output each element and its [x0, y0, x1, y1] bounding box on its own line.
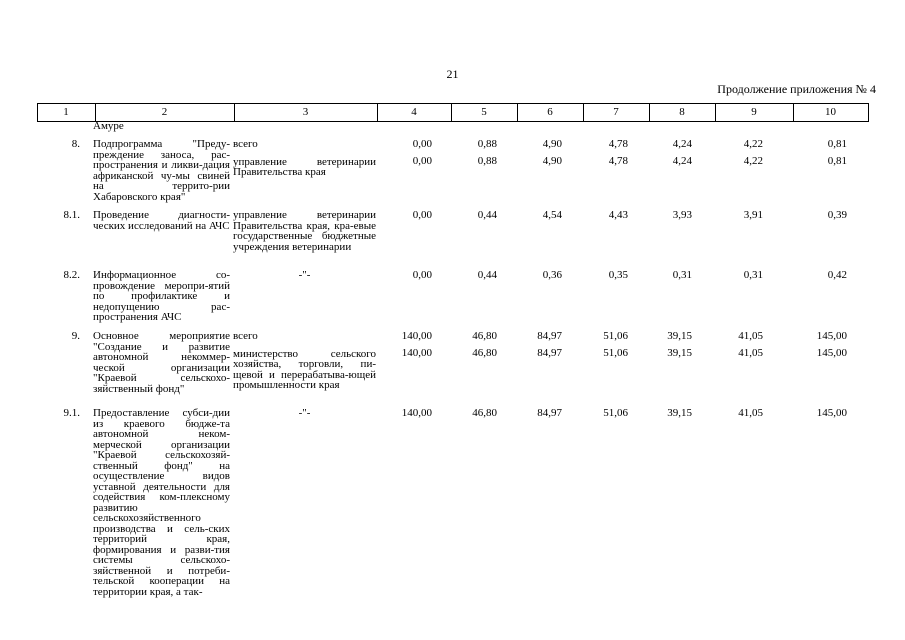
- value-col-9: 3,91: [743, 209, 763, 221]
- header-col-1: 1: [63, 106, 69, 118]
- column-divider: [37, 103, 38, 122]
- value-col-5: 0,88: [477, 155, 497, 167]
- header-col-9: 9: [751, 106, 757, 118]
- value-col-8: 39,15: [667, 347, 692, 359]
- value-col-9: 0,31: [743, 269, 763, 281]
- header-col-6: 6: [547, 106, 553, 118]
- appendix-continuation-label: Продолжение приложения № 4: [717, 82, 876, 96]
- value-col-7: 0,35: [608, 269, 628, 281]
- header-col-2: 2: [161, 106, 168, 118]
- value-col-6: 4,90: [542, 138, 562, 150]
- value-col-6: 4,54: [542, 209, 562, 221]
- value-col-7: 51,06: [603, 330, 628, 342]
- value-col-4: 140,00: [401, 330, 432, 342]
- value-col-4: 0,00: [412, 138, 432, 150]
- value-col-10: 145,00: [816, 407, 847, 419]
- executor-label: управление ветеринарии Правительства края, кра-евые государственные бюджетные учреждения ветеринарии: [233, 209, 376, 253]
- table-header-row: [37, 103, 868, 122]
- value-col-9: 4,22: [743, 155, 763, 167]
- executor-ditto: -"-: [298, 269, 311, 281]
- header-col-8: 8: [679, 106, 685, 118]
- carryover-text: Амуре: [93, 120, 124, 132]
- row-executor: [233, 139, 376, 178]
- value-col-8: 4,24: [672, 138, 692, 150]
- header-col-5: 5: [481, 106, 487, 118]
- value-col-4: 140,00: [401, 407, 432, 419]
- column-divider: [234, 103, 235, 122]
- executor-ditto: -"-: [298, 407, 311, 419]
- value-col-6: 0,36: [542, 269, 562, 281]
- value-col-5: 0,44: [477, 269, 497, 281]
- value-col-5: 0,88: [477, 138, 497, 150]
- value-col-9: 41,05: [738, 330, 763, 342]
- value-col-6: 84,97: [537, 347, 562, 359]
- executor-label: министерство сельского хозяйства, торговли, пи-щевой и перерабатыва-ющей промышленности края: [233, 347, 376, 391]
- value-col-7: 4,78: [608, 138, 628, 150]
- value-col-10: 0,81: [827, 155, 847, 167]
- value-col-8: 3,93: [672, 209, 692, 221]
- value-col-7: 4,78: [608, 155, 628, 167]
- column-divider: [517, 103, 518, 122]
- column-divider: [583, 103, 584, 122]
- value-col-9: 4,22: [743, 138, 763, 150]
- value-col-10: 145,00: [816, 330, 847, 342]
- executor-total-label: всего: [233, 330, 258, 342]
- value-col-10: 0,39: [827, 209, 847, 221]
- value-col-6: 4,90: [542, 155, 562, 167]
- value-col-4: 140,00: [401, 347, 432, 359]
- value-col-7: 4,43: [608, 209, 628, 221]
- value-col-4: 0,00: [412, 209, 432, 221]
- row-number: 8.1.: [63, 209, 80, 221]
- column-divider: [377, 103, 378, 122]
- value-col-6: 84,97: [537, 407, 562, 419]
- value-col-8: 39,15: [667, 407, 692, 419]
- header-col-10: 10: [825, 106, 836, 118]
- row-name: Предоставление субси-дии из краевого бюдже-та автономной неком-мерческой организации "Краевой сельскохозяй-ственный фонд" на осуществление видов уставной деятельности для содействия ком-плексному развитию сельскохозяйственного производства и сель-ских территорий края, формирования и разви-тия системы сельскохо-зяйственной и потреби-тельской кооперации на территории края, а так-: [93, 407, 230, 598]
- header-col-4: 4: [411, 106, 417, 118]
- header-col-3: 3: [302, 106, 309, 118]
- value-col-4: 0,00: [412, 269, 432, 281]
- value-col-8: 39,15: [667, 330, 692, 342]
- executor-total-label: всего: [233, 138, 258, 150]
- value-col-5: 46,80: [472, 330, 497, 342]
- value-col-6: 84,97: [537, 330, 562, 342]
- value-col-10: 0,42: [827, 269, 847, 281]
- value-col-7: 51,06: [603, 347, 628, 359]
- value-col-7: 51,06: [603, 407, 628, 419]
- column-divider: [868, 103, 869, 122]
- header-col-7: 7: [613, 106, 619, 118]
- row-name: Информационное со-провождение меропри-ятий по профилактике и недопущению рас-пространения АЧС: [93, 269, 230, 323]
- value-col-10: 145,00: [816, 347, 847, 359]
- value-col-5: 46,80: [472, 407, 497, 419]
- row-name: Проведение диагности-ческих исследований на АЧС: [93, 209, 230, 232]
- value-col-8: 0,31: [672, 269, 692, 281]
- page-number: 21: [446, 67, 459, 81]
- row-number: 8.: [71, 138, 80, 150]
- row-number: 9.: [71, 330, 80, 342]
- row-name: Основное мероприятие "Создание и развитие автономной некоммер-ческой организации "Краевой сельскохо-зяйственный фонд": [93, 330, 230, 395]
- value-col-9: 41,05: [738, 407, 763, 419]
- row-name: Подпрограмма "Преду-преждение заноса, рас-пространения и ликви-дация африканской чу-мы свиней на террито-рии Хабаровского края": [93, 138, 230, 203]
- row-executor: [233, 331, 376, 391]
- value-col-5: 0,44: [477, 209, 497, 221]
- column-divider: [649, 103, 650, 122]
- value-col-10: 0,81: [827, 138, 847, 150]
- value-col-8: 4,24: [672, 155, 692, 167]
- column-divider: [451, 103, 452, 122]
- value-col-4: 0,00: [412, 155, 432, 167]
- column-divider: [715, 103, 716, 122]
- value-col-9: 41,05: [738, 347, 763, 359]
- executor-label: управление ветеринарии Правительства края: [233, 155, 376, 178]
- row-number: 9.1.: [63, 407, 80, 419]
- row-number: 8.2.: [63, 269, 80, 281]
- column-divider: [793, 103, 794, 122]
- value-col-5: 46,80: [472, 347, 497, 359]
